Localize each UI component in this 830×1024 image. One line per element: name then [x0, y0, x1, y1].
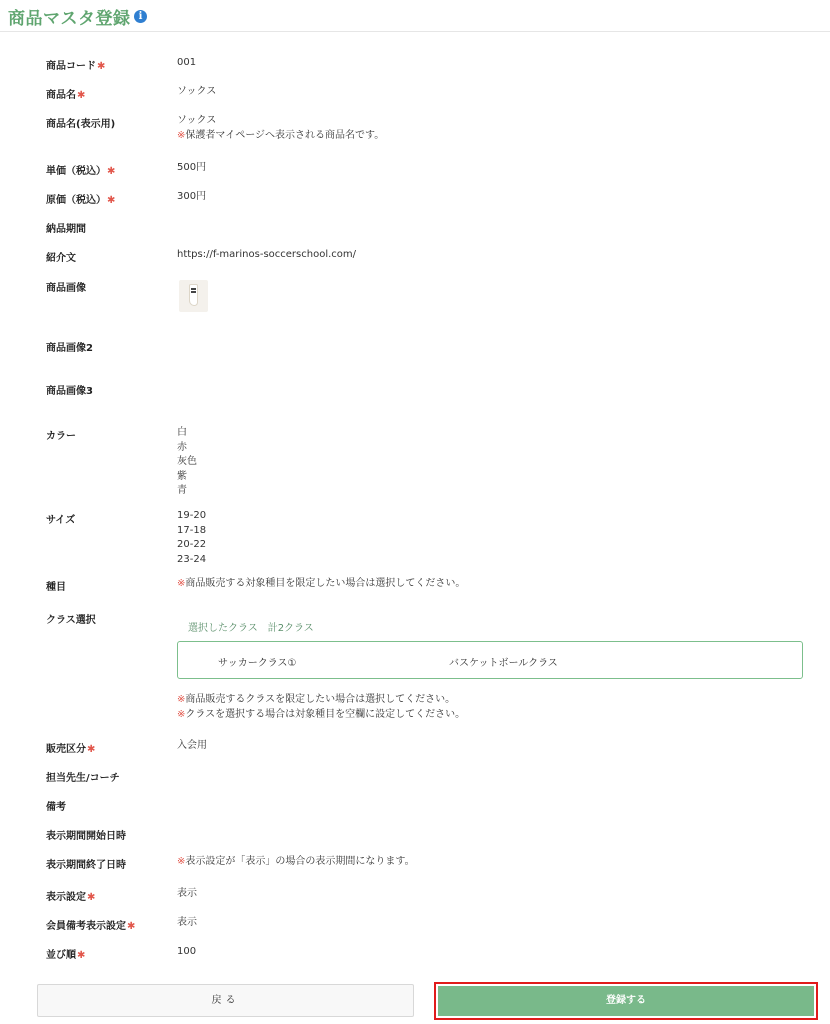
color-item: 白 — [177, 427, 187, 438]
back-button[interactable]: 戻る — [37, 984, 414, 1017]
field-label-image2: 商品画像2 — [46, 343, 93, 354]
class-selection-box[interactable] — [177, 641, 803, 679]
sock-stripe — [191, 291, 196, 293]
field-label-coach: 担当先生/コーチ — [46, 773, 120, 784]
field-label-intro: 紹介文 — [46, 253, 76, 264]
color-item: 青 — [177, 485, 187, 496]
required-mark: ✱ — [77, 950, 86, 961]
field-label-cost-price — [46, 191, 115, 206]
field-label-sort-order — [46, 946, 85, 961]
field-label-unit-price — [46, 162, 115, 177]
product-image-thumbnail[interactable] — [179, 280, 208, 312]
note-mark: ※ — [177, 578, 186, 589]
required-mark: ✱ — [127, 921, 136, 932]
field-label-name — [46, 86, 85, 101]
note-text: 保護者マイページへ表示される商品名です。 — [185, 129, 385, 141]
class-notes — [177, 693, 465, 722]
note-text: 表示設定が「表示」の場合の表示期間になります。 — [185, 856, 415, 867]
member-remarks-label-text: 会員備考表示設定 — [46, 921, 126, 932]
size-item: 19-20 — [177, 510, 207, 521]
size-item: 23-24 — [177, 553, 207, 565]
submit-highlight-frame — [434, 982, 818, 1020]
sport-note — [177, 577, 465, 592]
note-mark: ※ — [177, 856, 186, 867]
field-value-code: 001 — [177, 57, 197, 68]
sort-order-label-text: 並び順 — [46, 950, 76, 961]
required-mark: ✱ — [107, 166, 116, 177]
field-label-code — [46, 57, 105, 72]
field-label-color: カラー — [46, 431, 76, 442]
field-label-sales-type — [46, 740, 95, 755]
sock-stripe — [191, 288, 196, 290]
color-item: 紫 — [177, 470, 187, 482]
cost-price-label-text: 原価（税込） — [46, 195, 106, 206]
field-value-intro: https://f-marinos-soccerschool.com/ — [177, 249, 357, 260]
note-mark: ※ — [177, 129, 186, 141]
page-header — [0, 0, 830, 32]
name-label-text: 商品名 — [46, 90, 76, 101]
field-label-display-end: 表示期間終了日時 — [46, 860, 126, 871]
size-item: 20-22 — [177, 539, 207, 550]
size-item: 17-18 — [177, 524, 207, 536]
field-label-display-name: 商品名(表示用) — [46, 119, 116, 130]
display-end-note — [177, 855, 415, 870]
required-mark: ✱ — [87, 744, 96, 755]
field-label-delivery: 納品期間 — [46, 224, 86, 235]
class-note — [177, 708, 465, 723]
unit-price-label-text: 単価（税込） — [46, 166, 106, 177]
field-label-member-remarks — [46, 917, 135, 932]
field-value-sort-order: 100 — [177, 946, 197, 957]
field-value-size-list — [177, 509, 206, 567]
required-mark: ✱ — [77, 90, 86, 101]
field-value-display-setting: 表示 — [177, 888, 197, 899]
sales-type-label-text: 販売区分 — [46, 744, 86, 755]
display-name-note — [177, 129, 384, 144]
field-label-image1: 商品画像 — [46, 283, 86, 294]
display-name-value: ソックス — [177, 115, 217, 126]
field-label-image3: 商品画像3 — [46, 386, 93, 397]
field-value-member-remarks: 表示 — [177, 917, 197, 928]
field-value-color-list — [177, 426, 197, 499]
color-item: 灰色 — [177, 456, 197, 467]
field-label-display-setting — [46, 888, 95, 903]
field-label-sport: 種目 — [46, 582, 66, 593]
field-label-remarks: 備考 — [46, 802, 66, 813]
class-selection-summary: 選択したクラス 計2クラス — [188, 623, 314, 634]
field-value-display-name — [177, 114, 384, 143]
note-mark: ※ — [177, 708, 186, 720]
required-mark: ✱ — [97, 61, 106, 72]
field-value-unit-price: 500円 — [177, 162, 207, 173]
submit-button[interactable]: 登録する — [438, 986, 814, 1016]
required-mark: ✱ — [87, 892, 96, 903]
display-setting-label-text: 表示設定 — [46, 892, 86, 903]
field-label-size: サイズ — [46, 515, 76, 526]
class-item[interactable]: サッカークラス① — [218, 658, 297, 669]
field-value-cost-price: 300円 — [177, 191, 207, 202]
field-label-class-select: クラス選択 — [46, 615, 96, 626]
sock-image — [189, 284, 198, 306]
code-label-text: 商品コード — [46, 61, 96, 72]
note-text: クラスを選択する場合は対象種目を空欄に設定してください。 — [185, 708, 466, 720]
note-text: 商品販売する対象種目を限定したい場合は選択してください。 — [185, 578, 466, 589]
required-mark: ✱ — [107, 195, 116, 206]
field-value-name: ソックス — [177, 86, 217, 97]
note-mark: ※ — [177, 694, 186, 705]
note-text: 商品販売するクラスを限定したい場合は選択してください。 — [185, 694, 456, 705]
info-icon[interactable]: i — [134, 10, 147, 23]
field-label-display-start: 表示期間開始日時 — [46, 831, 126, 842]
color-item: 赤 — [177, 441, 187, 453]
field-value-sales-type: 入会用 — [177, 740, 207, 751]
class-note — [177, 693, 465, 708]
page-title: 商品マスタ登録 — [8, 9, 131, 29]
class-item[interactable]: バスケットボールクラス — [449, 658, 558, 669]
